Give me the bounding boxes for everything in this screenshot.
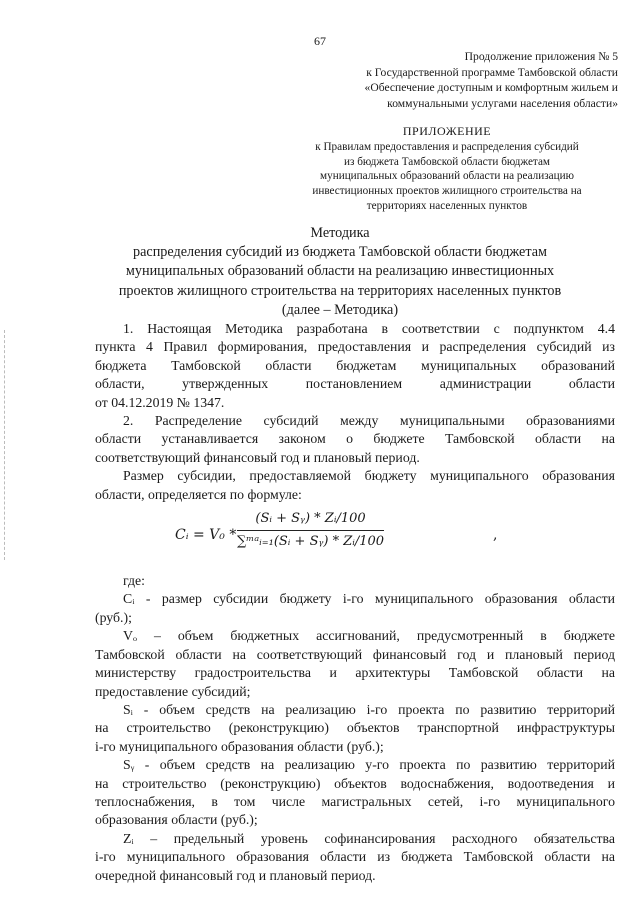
paragraph-2-line: соответствующий финансовый год и плановый период. [95, 449, 420, 465]
definition-sy-line: образования области (руб.); [95, 812, 258, 828]
formula-denominator: ∑ᵐᵃᵢ₌₁(Sᵢ + Sᵧ) * Zᵢ/100 [237, 534, 385, 550]
paragraph-1-line: области, утвержденных постановлением администрации области [95, 376, 615, 392]
title-main: Методика [310, 225, 370, 241]
paragraph-2-line: области устанавливается законом о бюджете Тамбовской области на [95, 431, 615, 447]
where-label: где: [123, 573, 145, 589]
paragraph-1-line: пункта 4 Правил формирования, предоставления и распределения субсидий из [95, 339, 615, 355]
formula-fraction [237, 510, 384, 552]
appendix-line: территориях населенных пунктов [366, 199, 528, 212]
definition-z-line: очередной финансовый год и плановый период. [95, 867, 376, 883]
appendix-line: муниципальных образований области на реализацию [320, 170, 574, 183]
appendix-line: инвестиционных проектов жилищного строительства на [312, 185, 582, 198]
margin-scan-mark [4, 330, 6, 560]
appendix-block [286, 124, 608, 214]
appendix-continuation-header [300, 49, 618, 111]
appendix-caption: ПРИЛОЖЕНИЕ [402, 124, 492, 138]
paragraph-3-line: Размер субсидии, предоставляемой бюджету муниципального образования [123, 468, 615, 484]
appendix-line: к Правилам предоставления и распределения субсидий [315, 140, 579, 153]
paragraph-1-line: бюджета Тамбовской области бюджетам муниципальных образований [95, 357, 615, 373]
definition-z-line: Zᵢ – предельный уровень софинансирования расходного обязательства [123, 830, 615, 846]
subsidy-formula [95, 508, 615, 572]
paragraph-1-line: 1. Настоящая Методика разработана в соответствии с подпунктом 4.4 [123, 321, 615, 336]
appendix-line: из бюджета Тамбовской области бюджетам [343, 155, 550, 168]
definition-v-line: Vₒ – объем бюджетных ассигнований, предусмотренный в бюджете [123, 628, 615, 644]
definition-c-line: (руб.); [95, 609, 132, 625]
definition-sy-line: теплоснабжения, в том числе магистральных сетей, i-го муниципального [95, 793, 615, 809]
header-line: к Государственной программе Тамбовской области [366, 65, 618, 79]
document-body [95, 320, 615, 885]
formula-trailing-comma: , [493, 527, 498, 544]
header-line: коммунальными услугами населения области» [387, 96, 618, 110]
definition-s-line: Sᵢ - объем средств на реализацию i-го проекта по развитию территорий [123, 701, 615, 717]
title-line: проектов жилищного строительства на территориях населенных пунктов [118, 282, 562, 299]
title-line: распределения субсидий из бюджета Тамбовской области бюджетам [133, 244, 547, 261]
definition-c-line: Cᵢ - размер субсидии бюджету i-го муниципального образования области [123, 591, 615, 607]
title-line: (далее – Методика) [281, 301, 399, 318]
paragraph-2-line: 2. Распределение субсидий между муниципальными образованиями [123, 413, 615, 429]
definition-sy-line: на строительство (реконструкцию) объектов водоснабжения, водоотведения и [95, 775, 615, 791]
paragraph-1-line: от 04.12.2019 № 1347. [95, 394, 225, 410]
definition-v-line: предоставление субсидий; [95, 683, 251, 699]
definition-sy-line: Sᵧ - объем средств на реализацию y-го проекта по развитию территорий [123, 757, 615, 773]
definition-s-line: i-го муниципального образования области (руб.); [95, 738, 384, 754]
header-line: Продолжение приложения № 5 [464, 50, 618, 63]
header-line: «Обеспечение доступным и комфортным жильем и [364, 81, 618, 95]
document-title [40, 224, 640, 320]
paragraph-3-line: области, определяется по формуле: [95, 486, 302, 502]
formula-numerator: (Sᵢ + Sᵧ) * Zᵢ/100 [237, 510, 384, 531]
page-number: 67 [314, 34, 326, 48]
definition-v-line: министерству градостроительства и архитектуры Тамбовской области на [95, 665, 615, 681]
definition-s-line: на строительство (реконструкцию) объектов транспортной инфраструктуры [95, 720, 615, 736]
formula-lhs: Cᵢ = V₀ * [175, 527, 237, 544]
definition-v-line: Тамбовской области на соответствующий финансовый год и плановый период [95, 646, 615, 662]
title-line: муниципальных образований области на реализацию инвестиционных [125, 263, 555, 280]
definition-z-line: i-го муниципального образования области из бюджета Тамбовской области на [95, 849, 615, 865]
